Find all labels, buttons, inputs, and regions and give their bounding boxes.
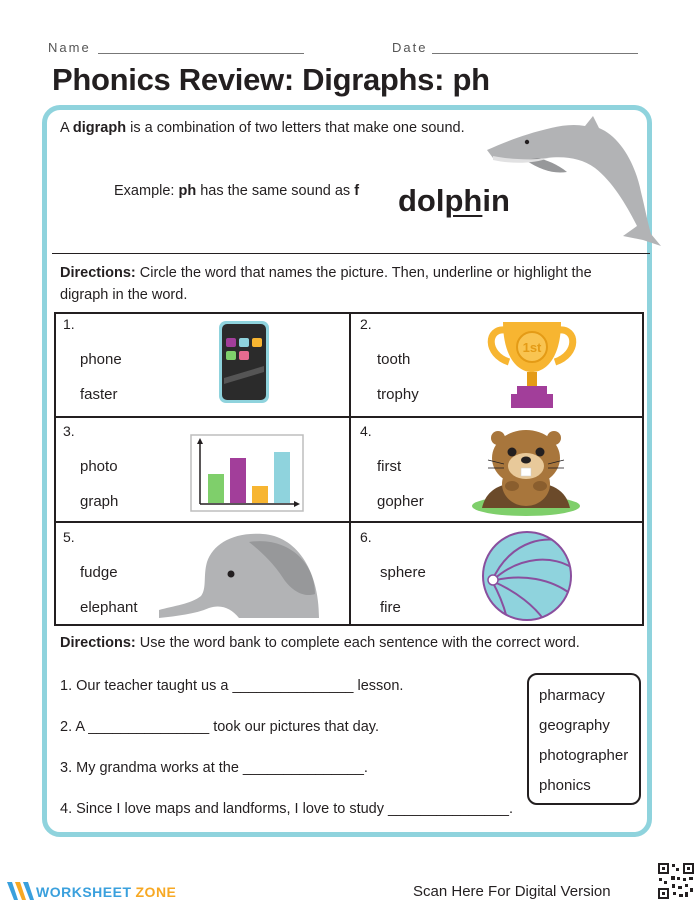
name-label: Name bbox=[48, 40, 91, 55]
brand-name bbox=[36, 884, 176, 900]
item-4-word-1[interactable]: first bbox=[377, 458, 402, 475]
sentence-1[interactable]: 1. Our teacher taught us a _______________ lesson. bbox=[60, 678, 404, 694]
item-1-number: 1. bbox=[63, 316, 75, 332]
example-text bbox=[114, 183, 359, 199]
elephant-icon bbox=[155, 528, 325, 620]
directions-1-line2: digraph in the word. bbox=[60, 287, 188, 303]
intro-post: is a combination of two letters that make one sound. bbox=[126, 120, 465, 136]
page-title: Phonics Review: Digraphs: ph bbox=[52, 62, 490, 97]
name-line[interactable] bbox=[98, 53, 304, 54]
item-6-number: 6. bbox=[360, 529, 372, 545]
directions-2-label: Directions: bbox=[60, 635, 136, 651]
word-bank-item: pharmacy bbox=[539, 687, 605, 704]
item-3-number: 3. bbox=[63, 423, 75, 439]
example-word-end: in bbox=[482, 183, 510, 218]
item-4-word-2[interactable]: gopher bbox=[377, 493, 424, 510]
item-5-word-1[interactable]: fudge bbox=[80, 564, 118, 581]
brand-word-2: ZONE bbox=[135, 884, 177, 900]
section-divider bbox=[52, 253, 650, 254]
worksheet-zone-logo-icon bbox=[6, 880, 36, 902]
sentence-4[interactable]: 4. Since I love maps and landforms, I love to study _______________. bbox=[60, 801, 514, 817]
item-5-word-2[interactable]: elephant bbox=[80, 599, 138, 616]
item-3-word-2[interactable]: graph bbox=[80, 493, 119, 510]
brand-word-1: WORKSHEET bbox=[36, 884, 132, 900]
item-6-word-2[interactable]: fire bbox=[380, 599, 401, 616]
directions-2 bbox=[60, 635, 580, 651]
item-3-word-1[interactable]: photo bbox=[80, 458, 118, 475]
trophy-icon bbox=[483, 320, 581, 412]
intro-pre: A bbox=[60, 120, 73, 136]
word-bank-item: geography bbox=[539, 717, 610, 734]
item-2-number: 2. bbox=[360, 316, 372, 332]
phone-icon bbox=[218, 320, 270, 404]
scan-text: Scan Here For Digital Version bbox=[413, 883, 611, 900]
intro-term: digraph bbox=[72, 120, 127, 136]
date-line[interactable] bbox=[432, 53, 638, 54]
trophy-badge-text: 1st bbox=[522, 340, 542, 355]
sentence-2[interactable]: 2. A _______________ took our pictures that day. bbox=[60, 719, 379, 735]
example-pre: Example: bbox=[114, 183, 179, 199]
item-6-word-1[interactable]: sphere bbox=[380, 564, 426, 581]
dolphin-icon bbox=[485, 112, 665, 252]
word-bank-item: phonics bbox=[539, 777, 591, 794]
example-mid: has the same sound as bbox=[196, 183, 355, 199]
date-label: Date bbox=[392, 40, 428, 55]
bar-graph-icon bbox=[190, 434, 304, 512]
item-5-number: 5. bbox=[63, 529, 75, 545]
example-word-digraph: ph bbox=[444, 183, 483, 218]
item-1-word-2[interactable]: faster bbox=[80, 386, 118, 403]
directions-1-text: Circle the word that names the picture. Then, underline or highlight the bbox=[135, 265, 592, 281]
qr-code-icon[interactable] bbox=[657, 862, 695, 900]
example-word-start: dol bbox=[398, 183, 445, 218]
word-bank-item: photographer bbox=[539, 747, 629, 764]
word-bank bbox=[527, 673, 641, 805]
item-2-word-2[interactable]: trophy bbox=[377, 386, 419, 403]
sphere-icon bbox=[480, 529, 574, 623]
item-2-word-1[interactable]: tooth bbox=[377, 351, 411, 368]
directions-1-line1 bbox=[60, 265, 592, 281]
directions-1-label: Directions: bbox=[60, 265, 136, 281]
item-1-word-1[interactable]: phone bbox=[80, 351, 122, 368]
item-4-number: 4. bbox=[360, 423, 372, 439]
directions-2-text: Use the word bank to complete each sentence with the correct word. bbox=[135, 635, 580, 651]
intro-text bbox=[60, 120, 465, 136]
gopher-icon bbox=[468, 424, 584, 518]
example-letter: f bbox=[354, 183, 360, 199]
sentence-3[interactable]: 3. My grandma works at the _______________. bbox=[60, 760, 368, 776]
example-digraph: ph bbox=[178, 183, 197, 199]
